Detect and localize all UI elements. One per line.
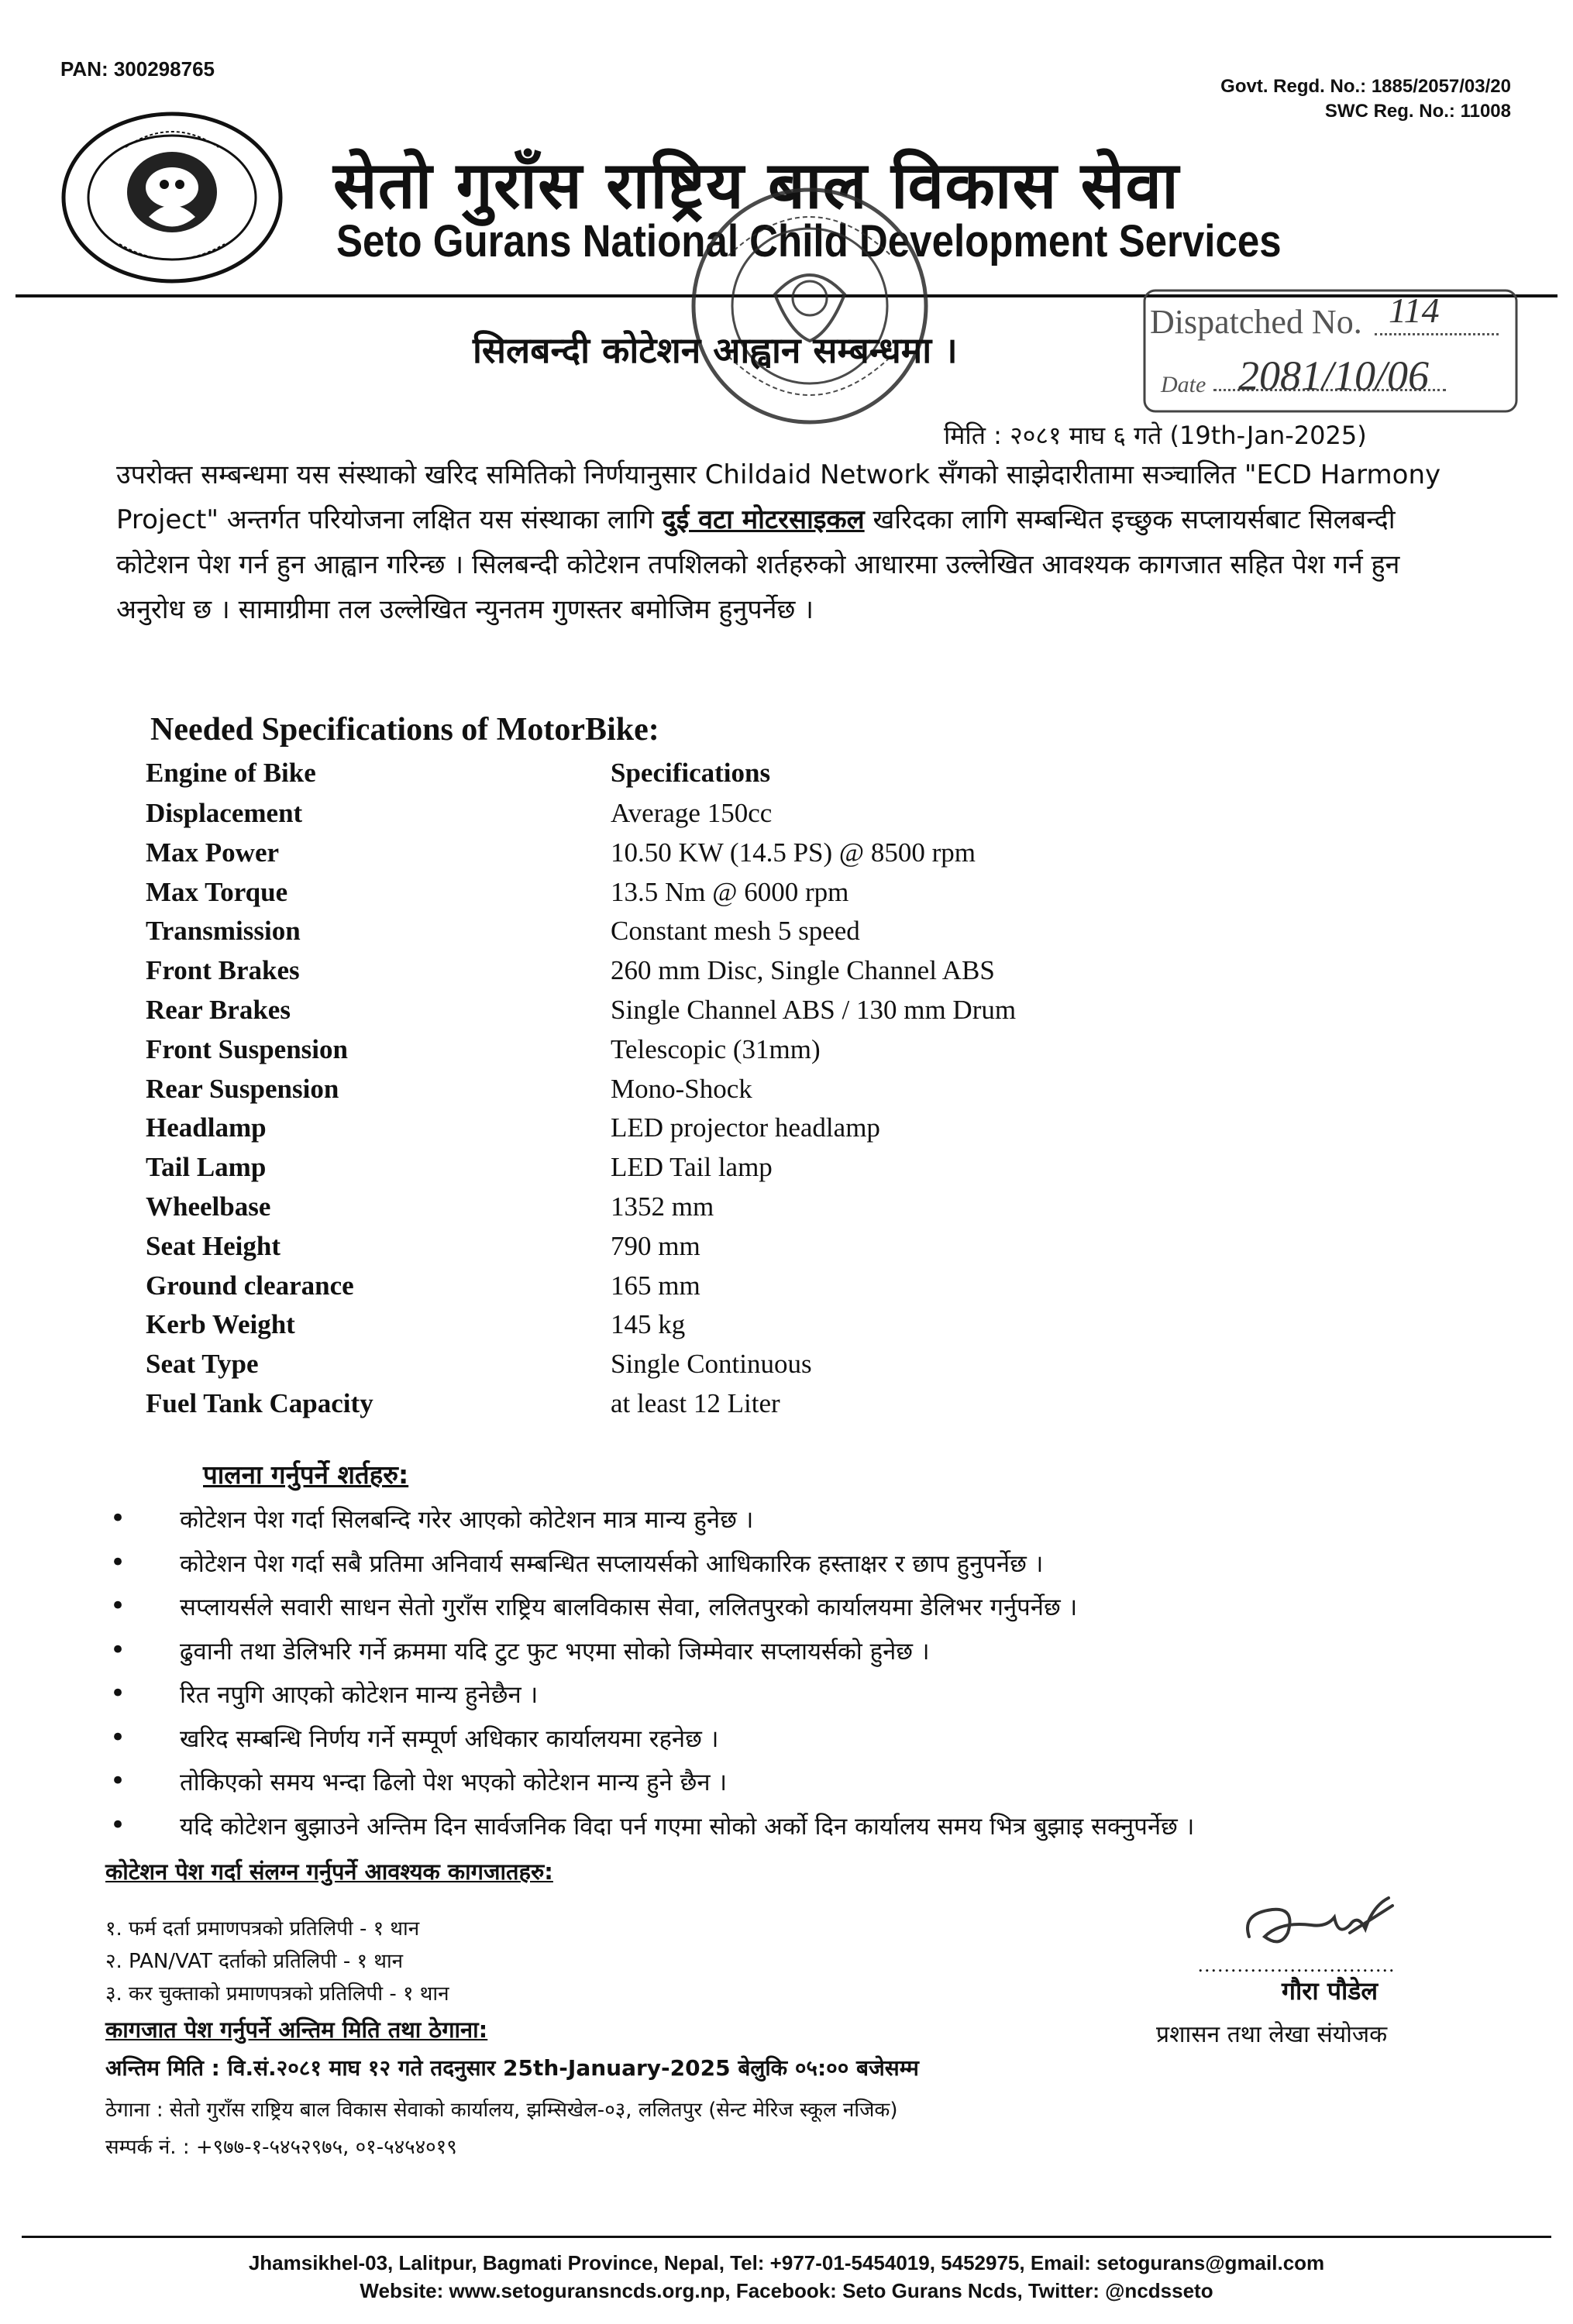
spec-key: Kerb Weight (146, 1309, 295, 1340)
spec-key: Seat Height (146, 1230, 281, 1261)
spec-value: 10.50 KW (14.5 PS) @ 8500 rpm (611, 837, 976, 868)
spec-heading: Needed Specifications of MotorBike: (150, 712, 659, 748)
spec-value: Constant mesh 5 speed (611, 916, 860, 947)
spec-value: 260 mm Disc, Single Channel ABS (611, 955, 995, 986)
bullet-icon: • (110, 1809, 126, 1841)
govt-regd-number: Govt. Regd. No.: 1885/2057/03/20 (1220, 76, 1511, 97)
spec-row (0, 1034, 1573, 1073)
spec-value: LED Tail lamp (611, 1152, 773, 1183)
spec-value: 165 mm (611, 1270, 700, 1301)
pan-number: PAN: 300298765 (60, 57, 215, 81)
dispatch-stamp (1142, 288, 1519, 414)
spec-row (0, 995, 1573, 1033)
contact-numbers: सम्पर्क नं. : +९७७-१-५४५२९७५, ०१-५४५४०१९ (105, 2136, 457, 2159)
spec-col-key: Engine of Bike (146, 758, 316, 788)
spec-row (0, 1309, 1573, 1348)
spec-value: Single Channel ABS / 130 mm Drum (611, 995, 1017, 1025)
condition-text: खरिद सम्बन्धि निर्णय गर्ने सम्पूर्ण अधिकार कार्यालयमा रहनेछ । (180, 1724, 719, 1753)
footer-address: Jhamsikhel-03, Lalitpur, Bagmati Province, Nepal, Tel: +977-01-5454019, 5452975, Email: setogurans@gmail.com (248, 2251, 1325, 2274)
deadline-heading: कागजात पेश गर्नुपर्ने अन्तिम मिति तथा ठेगाना: (105, 2016, 488, 2043)
document-item: १. फर्म दर्ता प्रमाणपत्रको प्रतिलिपी - १ थान (105, 1917, 420, 1941)
spec-value: Telescopic (31mm) (611, 1033, 821, 1064)
spec-key: Max Power (146, 837, 280, 868)
spec-row (0, 955, 1573, 994)
spec-value: Single Continuous (611, 1349, 812, 1380)
intro-paragraph (116, 452, 1441, 632)
bullet-icon: • (110, 1721, 126, 1753)
condition-text: सप्लायर्सले सवारी साधन सेतो गुराँस राष्ट्रिय बालविकास सेवा, ललितपुरको कार्यालयमा डेलिभर गर्नुपर्नेछ । (180, 1593, 1078, 1621)
spec-key: Displacement (146, 798, 303, 828)
spec-row (0, 1270, 1573, 1309)
spec-value: Mono-Shock (611, 1073, 752, 1104)
signatory-title: प्रशासन तथा लेखा संयोजक (1156, 2021, 1388, 2048)
spec-row (0, 1231, 1573, 1270)
spec-row (0, 1152, 1573, 1191)
document-item: ३. कर चुक्ताको प्रमाणपत्रको प्रतिलिपी - १ थान (105, 1982, 449, 2006)
condition-text: यदि कोटेशन बुझाउने अन्तिम दिन सार्वजनिक विदा पर्न गएमा सोको अर्को दिन कार्यालय समय भित्र बुझाइ सक्नुपर्नेछ । (180, 1812, 1195, 1841)
organization-logo (48, 101, 296, 294)
spec-key: Ground clearance (146, 1270, 354, 1301)
spec-row (0, 837, 1573, 876)
spec-value: 13.5 Nm @ 6000 rpm (611, 876, 849, 907)
intro-text-part1: उपरोक्त सम्बन्धमा यस संस्थाको खरिद समितिको निर्णयानुसार Childaid Network सँगको साझेदारीतामा सञ्चालित "ECD Harmony Project" अन्तर्गत परियोजना लक्षित यस संस्थाका लागि (116, 459, 1441, 535)
deadline-date: अन्तिम मिति : वि.सं.२०८१ माघ १२ गते तदनुसार 25th-January-2025 बेलुकि ०५:०० बजेसम्म (105, 2055, 919, 2081)
conditions-heading: पालना गर्नुपर्ने शर्तहरु: (203, 1459, 409, 1490)
spec-key: Front Suspension (146, 1033, 348, 1064)
documents-heading: कोटेशन पेश गर्दा संलग्न गर्नुपर्ने आवश्यक कागजातहरु: (105, 1858, 553, 1885)
spec-value: 790 mm (611, 1230, 700, 1261)
footer-web: Website: www.setoguransncds.org.np, Facebook: Seto Gurans Ncds, Twitter: @ncdsseto (360, 2279, 1213, 2302)
spec-key: Rear Brakes (146, 995, 291, 1025)
spec-value: at least 12 Liter (611, 1388, 780, 1418)
spec-row (0, 1074, 1573, 1112)
dispatch-number-label: Dispatched No. (1150, 303, 1362, 341)
spec-col-value: Specifications (611, 758, 771, 788)
signature-line: .............................. (1198, 1954, 1396, 1976)
condition-text: तोकिएको समय भन्दा ढिलो पेश भएको कोटेशन मान्य हुने छैन । (180, 1769, 728, 1796)
subject-line: सिलबन्दी कोटेशन आह्वान सम्बन्धमा । (473, 329, 958, 371)
dispatch-number-value: 114 (1389, 290, 1440, 330)
swc-reg-number: SWC Reg. No.: 11008 (1324, 101, 1511, 122)
spec-value: Average 150cc (611, 798, 773, 828)
spec-key: Wheelbase (146, 1191, 271, 1222)
spec-row (0, 1112, 1573, 1151)
deadline-address: ठेगाना : सेतो गुराँस राष्ट्रिय बाल विकास सेवाको कार्यालय, झम्सिखेल-०३, ललितपुर (सेन्ट मेरिज स्कूल नजिक) (105, 2099, 898, 2122)
condition-text: ढुवानी तथा डेलिभरि गर्ने क्रममा यदि टुट फुट भएमा सोको जिम्मेवार सप्लायर्सको हुनेछ । (180, 1637, 930, 1666)
dispatch-date-label: Date (1161, 372, 1206, 397)
intro-text-bold: दुई वटा मोटरसाइकल (662, 504, 865, 535)
condition-text: रित नपुगि आएको कोटेशन मान्य हुनेछैन । (180, 1681, 539, 1709)
bullet-icon: • (110, 1503, 126, 1534)
spec-key: Transmission (146, 916, 301, 947)
spec-value: 1352 mm (611, 1191, 714, 1222)
registration-info (1220, 74, 1511, 124)
handwritten-signature (1234, 1890, 1404, 1960)
letter-date: मिति : २०८१ माघ ६ गते (19th-Jan-2025) (944, 421, 1367, 450)
signatory-name: गौरा पौडेल (1282, 1976, 1379, 2006)
spec-key: Rear Suspension (146, 1073, 339, 1104)
bullet-icon: • (110, 1765, 126, 1796)
spec-key: Seat Type (146, 1349, 259, 1380)
bullet-icon: • (110, 1678, 126, 1709)
bullet-icon: • (110, 1590, 126, 1621)
spec-row (0, 1349, 1573, 1387)
spec-header-row (0, 758, 1573, 796)
spec-row (0, 1388, 1573, 1427)
spec-key: Headlamp (146, 1112, 267, 1143)
organization-name-nepali: सेतो गुराँस राष्ट्रिय बाल विकास सेवा (333, 147, 1179, 223)
spec-key: Tail Lamp (146, 1152, 267, 1183)
spec-value: LED projector headlamp (611, 1112, 880, 1143)
document-item: २. PAN/VAT दर्ताको प्रतिलिपी - १ थान (105, 1950, 404, 1973)
bullet-icon: • (110, 1546, 126, 1578)
footer-divider (22, 2236, 1551, 2238)
dispatch-date-value: 2081/10/06 (1238, 352, 1430, 399)
condition-text: कोटेशन पेश गर्दा सबै प्रतिमा अनिवार्य सम्बन्धित सप्लायर्सको आधिकारिक हस्ताक्षर र छाप हुनुपर्नेछ । (180, 1549, 1044, 1578)
spec-row (0, 916, 1573, 954)
spec-key: Fuel Tank Capacity (146, 1388, 373, 1418)
organization-name-english: Seto Gurans National Child Development Services (336, 216, 1282, 266)
spec-row (0, 877, 1573, 916)
condition-text: कोटेशन पेश गर्दा सिलबन्दि गरेर आएको कोटेशन मात्र मान्य हुनेछ । (180, 1506, 754, 1534)
spec-row (0, 1191, 1573, 1230)
spec-key: Front Brakes (146, 955, 300, 986)
spec-row (0, 798, 1573, 837)
spec-value: 145 kg (611, 1309, 686, 1340)
bullet-icon: • (110, 1634, 126, 1666)
spec-key: Max Torque (146, 876, 288, 907)
office-seal-stamp (682, 178, 938, 434)
intro-text-part2: खरिदका लागि सम्बन्धित इच्छुक सप्लायर्सबाट सिलबन्दी कोटेशन पेश गर्न हुन आह्वान गरिन्छ । सिलबन्दी कोटेशन तपशिलको शर्तहरुको आधारमा उल्लेखित आवश्यक कागजात सहित पेश गर्न हुन अनुरोध छ । सामाग्रीमा तल उल्लेखित न्युनतम गुणस्तर बमोजिम हुनुपर्नेछ । (116, 504, 1400, 625)
